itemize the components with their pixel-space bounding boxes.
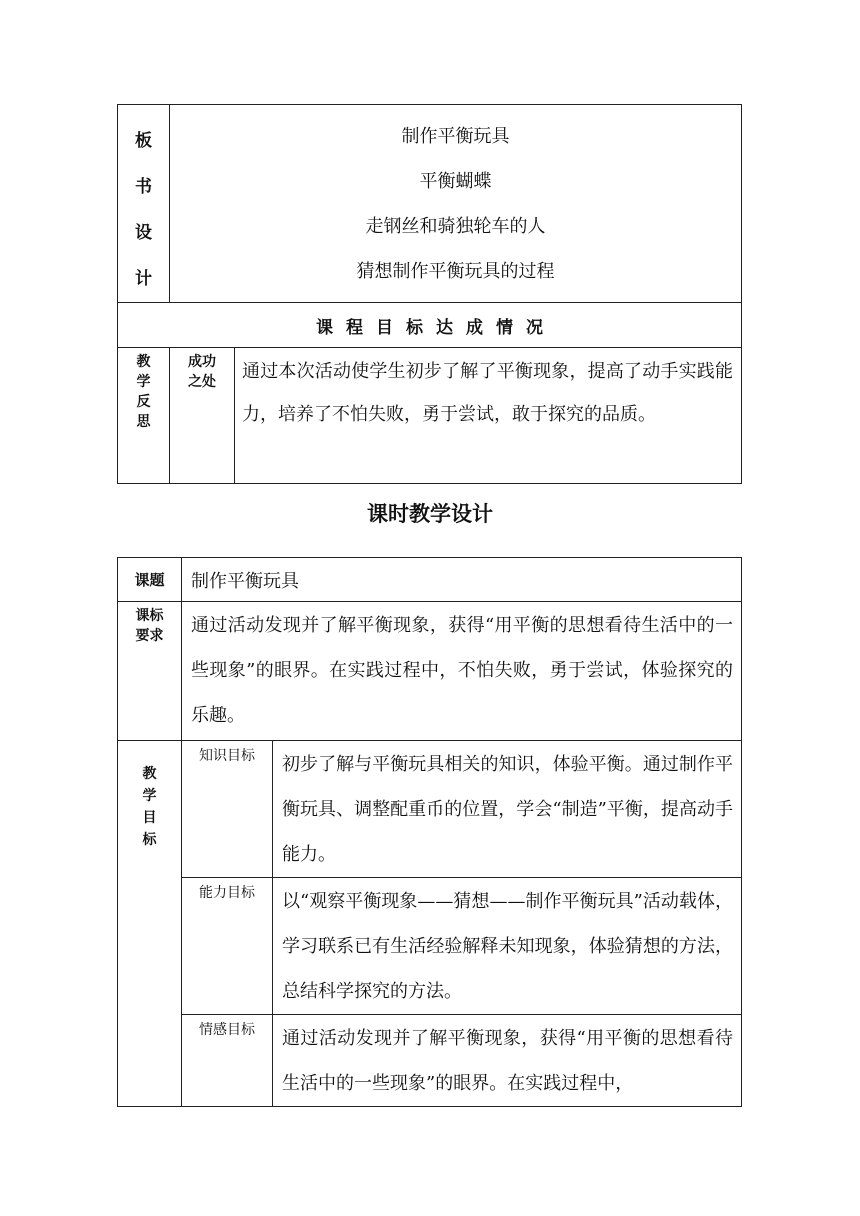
board-line: 平衡蝴蝶 bbox=[419, 170, 492, 192]
board-label-char: 板 bbox=[135, 131, 152, 151]
board-line: 猜想制作平衡玩具的过程 bbox=[356, 260, 555, 282]
objectives-label-char: 学 bbox=[142, 788, 157, 804]
reflection-label-char: 思 bbox=[136, 414, 151, 430]
objectives-label-char: 标 bbox=[142, 832, 157, 848]
goal-achievement-title: 课程目标达成情况 bbox=[118, 303, 742, 348]
board-line: 制作平衡玩具 bbox=[401, 125, 510, 147]
lesson-design-table bbox=[117, 557, 742, 1107]
objectives-label-char: 教 bbox=[142, 766, 157, 782]
topic-label: 课题 bbox=[118, 558, 182, 602]
knowledge-objective-label: 知识目标 bbox=[182, 741, 273, 878]
board-label-char: 计 bbox=[135, 269, 152, 289]
board-design-label bbox=[118, 105, 170, 303]
standard-label-line: 要求 bbox=[135, 628, 164, 644]
emotion-objective-text: 通过活动发现并了解平衡现象，获得“用平衡的思想看待生活中的一些现象”的眼界。在实践过程中， bbox=[273, 1015, 742, 1107]
standard-text: 通过活动发现并了解平衡现象，获得“用平衡的思想看待生活中的一些现象”的眼界。在实践过程中，不怕失败，勇于尝试，体验探究的乐趣。 bbox=[182, 602, 742, 741]
reflection-label-char: 学 bbox=[136, 374, 151, 390]
board-design-content bbox=[170, 105, 742, 303]
standard-label bbox=[118, 602, 182, 741]
page-heading: 课时教学设计 bbox=[367, 501, 493, 526]
standard-label-line: 课标 bbox=[135, 608, 164, 624]
emotion-objective-label: 情感目标 bbox=[182, 1015, 273, 1107]
reflection-label-char: 教 bbox=[136, 354, 151, 370]
topic-value: 制作平衡玩具 bbox=[182, 558, 742, 602]
knowledge-objective-text: 初步了解与平衡玩具相关的知识，体验平衡。通过制作平衡玩具、调整配重币的位置，学会“制造”平衡，提高动手能力。 bbox=[273, 741, 742, 878]
reflection-label-char: 反 bbox=[136, 394, 151, 410]
board-design-table bbox=[117, 104, 742, 484]
board-label-char: 设 bbox=[135, 223, 152, 243]
ability-objective-label: 能力目标 bbox=[182, 878, 273, 1015]
objectives-label bbox=[118, 741, 182, 1107]
success-label-line: 成功 bbox=[188, 354, 216, 370]
objectives-label-char: 目 bbox=[142, 810, 157, 826]
board-line: 走钢丝和骑独轮车的人 bbox=[365, 215, 546, 237]
teaching-reflection-label bbox=[118, 348, 170, 484]
success-text: 通过本次活动使学生初步了解了平衡现象，提高了动手实践能力，培养了不怕失败，勇于尝试，敢于探究的品质。 bbox=[235, 348, 742, 484]
ability-objective-text: 以“观察平衡现象——猜想——制作平衡玩具”活动载体，学习联系已有生活经验解释未知现象，体验猜想的方法，总结科学探究的方法。 bbox=[273, 878, 742, 1015]
success-label bbox=[170, 348, 235, 484]
success-label-line: 之处 bbox=[188, 374, 216, 390]
board-label-char: 书 bbox=[135, 177, 152, 197]
